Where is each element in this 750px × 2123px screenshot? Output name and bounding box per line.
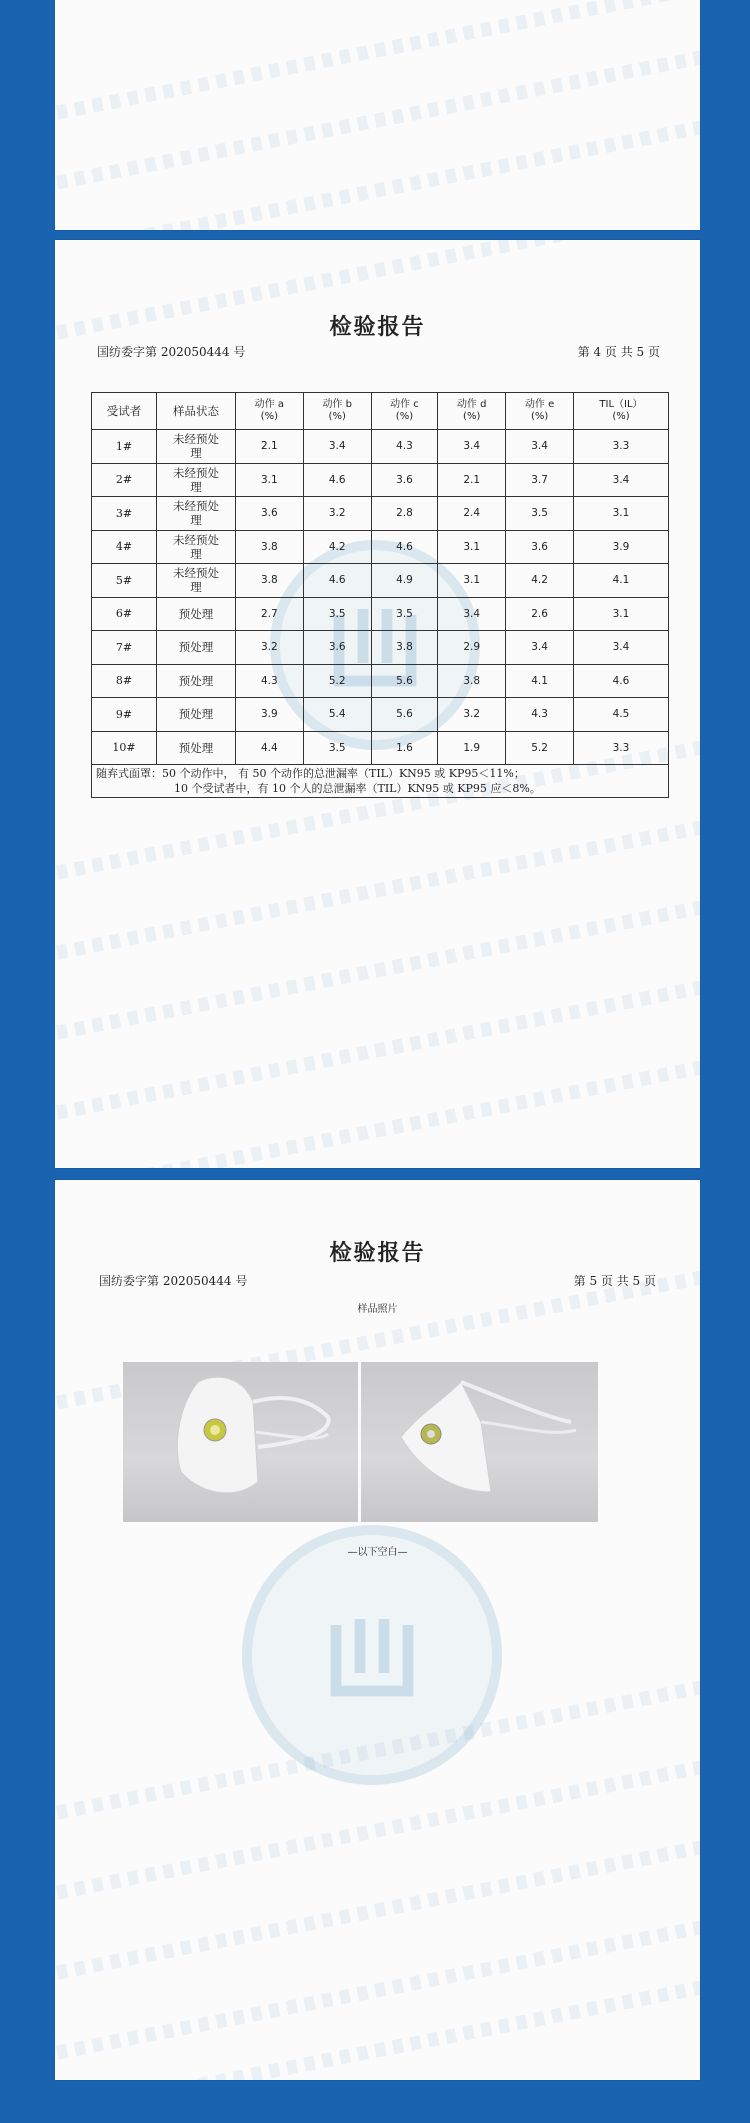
- cell-text: 9#: [115, 707, 133, 721]
- value-cell: [303, 631, 371, 665]
- cell-text: 3.3: [612, 440, 630, 453]
- cell-text: 3.5: [531, 507, 548, 520]
- value-cell: [303, 497, 371, 531]
- subject-cell: [92, 430, 157, 464]
- mask-side-image: [361, 1362, 598, 1522]
- value-cell: [236, 497, 304, 531]
- cell-text: 6#: [115, 607, 133, 621]
- sample-photo-side: [361, 1362, 598, 1522]
- cell-text: 4.6: [328, 473, 346, 486]
- subject-cell: [92, 564, 157, 598]
- watermark-line: [55, 808, 700, 967]
- value-cell: [371, 597, 437, 631]
- cell-text: 3.3: [612, 741, 630, 754]
- sample-state-cell: [157, 564, 236, 598]
- cell-text: 4.2: [531, 574, 548, 587]
- cell-text: 3.1: [463, 540, 481, 553]
- cell-text: 预处理: [178, 740, 214, 755]
- value-cell: [236, 698, 304, 732]
- cell-text: 5.6: [396, 674, 413, 687]
- watermark-line: [55, 38, 700, 197]
- value-cell: [303, 698, 371, 732]
- value-cell: [506, 530, 574, 564]
- header-action-e: 动作 e (%): [506, 393, 574, 430]
- document-number: 国纺委字第 202050444 号: [99, 1274, 248, 1288]
- value-cell: [236, 430, 304, 464]
- cell-text: 3.4: [328, 440, 346, 453]
- table-row: [92, 731, 669, 765]
- value-cell: [573, 430, 668, 464]
- value-cell: [506, 664, 574, 698]
- cell-text: 4.4: [260, 741, 278, 754]
- value-cell: [303, 597, 371, 631]
- cell-text: 2#: [115, 473, 133, 487]
- cell-text: 3.1: [260, 473, 278, 486]
- cell-text: 4#: [115, 540, 133, 554]
- cell-text: 未经预处理: [173, 566, 219, 595]
- value-cell: [506, 564, 574, 598]
- cell-text: 3.2: [463, 708, 481, 721]
- cell-text: 2.6: [531, 607, 548, 620]
- cell-text: 3.8: [396, 641, 413, 654]
- table-note-row: [92, 765, 669, 798]
- table-row: [92, 430, 669, 464]
- cell-text: 3.5: [328, 607, 346, 620]
- note-line-1: 随弃式面罩：50 个动作中， 有 50 个动作的总泄漏率（TIL）KN95 或 KP95＜11%；: [96, 767, 525, 780]
- sample-state-cell: [157, 530, 236, 564]
- watermark-line: [55, 0, 700, 126]
- value-cell: [573, 698, 668, 732]
- cell-text: 1#: [115, 439, 133, 453]
- header-action-a: 动作 a (%): [236, 393, 304, 430]
- value-cell: [438, 564, 506, 598]
- value-cell: [371, 497, 437, 531]
- header-action-c: 动作 c (%): [371, 393, 437, 430]
- value-cell: [236, 664, 304, 698]
- subject-cell: [92, 597, 157, 631]
- cell-text: 3.1: [612, 507, 630, 520]
- value-cell: [438, 698, 506, 732]
- value-cell: [371, 731, 437, 765]
- cell-text: 4.3: [396, 440, 413, 453]
- value-cell: [438, 631, 506, 665]
- table-note: [92, 765, 669, 798]
- cell-text: 4.2: [328, 540, 346, 553]
- value-cell: [506, 497, 574, 531]
- cell-text: 3.2: [328, 507, 346, 520]
- cell-text: 3.9: [612, 540, 630, 553]
- value-cell: [506, 597, 574, 631]
- cell-text: 4.9: [396, 574, 413, 587]
- header-subject: 受试者: [92, 393, 157, 430]
- value-cell: [236, 564, 304, 598]
- cell-text: 3#: [115, 506, 133, 520]
- value-cell: [573, 497, 668, 531]
- cell-text: 8#: [115, 674, 133, 688]
- document-number: 国纺委字第 202050444 号: [97, 345, 246, 359]
- cell-text: 4.3: [260, 674, 278, 687]
- value-cell: [371, 463, 437, 497]
- watermark-line: [55, 1908, 700, 2067]
- value-cell: [371, 564, 437, 598]
- value-cell: [506, 430, 574, 464]
- report-title: 检验报告: [329, 1241, 426, 1266]
- value-cell: [506, 698, 574, 732]
- value-cell: [371, 664, 437, 698]
- header-action-b: 动作 b (%): [303, 393, 371, 430]
- cell-text: 未经预处理: [173, 432, 219, 461]
- cell-text: 3.5: [396, 607, 413, 620]
- subject-cell: [92, 631, 157, 665]
- cell-text: 3.4: [612, 473, 630, 486]
- value-cell: [438, 597, 506, 631]
- leakage-results-table: [91, 392, 669, 798]
- inspection-seal-watermark: [242, 1525, 502, 1785]
- cell-text: 5.2: [531, 741, 548, 754]
- header-action-d: 动作 d (%): [438, 393, 506, 430]
- cell-text: 3.4: [531, 440, 548, 453]
- cell-text: 7#: [115, 640, 133, 654]
- cell-text: 5.4: [328, 708, 346, 721]
- watermark-line: [55, 1748, 700, 1907]
- cell-text: 4.6: [396, 540, 413, 553]
- subject-cell: [92, 497, 157, 531]
- cell-text: 2.4: [463, 507, 481, 520]
- value-cell: [438, 497, 506, 531]
- value-cell: [573, 631, 668, 665]
- cell-text: 5.2: [328, 674, 346, 687]
- report-page-5: [55, 1180, 700, 2080]
- cell-text: 4.1: [612, 574, 630, 587]
- photo-caption: 样品照片: [357, 1304, 398, 1315]
- table-row: [92, 463, 669, 497]
- value-cell: [303, 564, 371, 598]
- sample-state-cell: [157, 497, 236, 531]
- sample-photo-front: [123, 1362, 358, 1522]
- value-cell: [573, 564, 668, 598]
- cell-text: 3.8: [260, 540, 278, 553]
- subject-cell: [92, 731, 157, 765]
- cell-text: 3.8: [463, 674, 481, 687]
- value-cell: [236, 731, 304, 765]
- value-cell: [573, 530, 668, 564]
- cell-text: 3.1: [612, 607, 630, 620]
- table-row: [92, 597, 669, 631]
- cell-text: 预处理: [178, 640, 214, 655]
- cell-text: 3.8: [260, 574, 278, 587]
- value-cell: [303, 463, 371, 497]
- cell-text: 3.9: [260, 708, 278, 721]
- page-indicator: 第 5 页 共 5 页: [573, 1274, 656, 1288]
- report-title: 检验报告: [329, 315, 426, 340]
- sample-state-cell: [157, 698, 236, 732]
- cell-text: 5.6: [396, 708, 413, 721]
- cell-text: 2.1: [463, 473, 481, 486]
- table-row: [92, 664, 669, 698]
- cell-text: 2.1: [260, 440, 278, 453]
- cell-text: 3.4: [531, 641, 548, 654]
- subject-cell: [92, 530, 157, 564]
- cell-text: 1.6: [396, 741, 413, 754]
- value-cell: [371, 430, 437, 464]
- value-cell: [573, 463, 668, 497]
- value-cell: [573, 664, 668, 698]
- value-cell: [236, 631, 304, 665]
- watermark-line: [55, 888, 700, 1047]
- watermark-line: [55, 1668, 700, 1827]
- cell-text: 未经预处理: [173, 465, 219, 494]
- sample-state-cell: [157, 731, 236, 765]
- value-cell: [236, 463, 304, 497]
- cell-text: 4.1: [531, 674, 548, 687]
- table-header-row: [92, 393, 669, 430]
- report-page-4: [55, 240, 700, 1168]
- value-cell: [371, 631, 437, 665]
- cell-text: 3.7: [531, 473, 548, 486]
- note-line-2: 10 个受试者中，有 10 个人的总泄漏率（TIL）KN95 或 KP95 应＜8%。: [174, 782, 541, 795]
- cell-text: 4.6: [612, 674, 630, 687]
- cell-text: 4.6: [328, 574, 346, 587]
- table-row: [92, 564, 669, 598]
- cell-text: 3.4: [463, 607, 481, 620]
- mask-front-image: [123, 1362, 358, 1522]
- sample-state-cell: [157, 463, 236, 497]
- page-indicator: 第 4 页 共 5 页: [577, 345, 660, 359]
- table-row: [92, 530, 669, 564]
- cell-text: 3.4: [612, 641, 630, 654]
- cell-text: 2.9: [463, 641, 481, 654]
- value-cell: [303, 664, 371, 698]
- cell-text: 4.3: [531, 708, 548, 721]
- cell-text: 预处理: [178, 707, 214, 722]
- cell-text: 1.9: [463, 741, 481, 754]
- cell-text: 3.4: [463, 440, 481, 453]
- watermark-line: [55, 108, 700, 230]
- value-cell: [303, 430, 371, 464]
- value-cell: [438, 731, 506, 765]
- value-cell: [573, 597, 668, 631]
- cell-text: 3.6: [328, 641, 346, 654]
- sample-state-cell: [157, 631, 236, 665]
- cell-text: 未经预处理: [173, 499, 219, 528]
- cell-text: 3.2: [260, 641, 278, 654]
- cell-text: 10#: [112, 741, 136, 755]
- report-page-top-partial: [55, 0, 700, 230]
- cell-text: 4.5: [612, 708, 630, 721]
- value-cell: [438, 664, 506, 698]
- subject-cell: [92, 698, 157, 732]
- cell-text: 预处理: [178, 673, 214, 688]
- value-cell: [438, 430, 506, 464]
- header-sample-state: 样品状态: [157, 393, 236, 430]
- cell-text: 2.8: [396, 507, 413, 520]
- table-row: [92, 631, 669, 665]
- value-cell: [573, 731, 668, 765]
- value-cell: [438, 530, 506, 564]
- cell-text: 5#: [115, 573, 133, 587]
- table-row: [92, 698, 669, 732]
- value-cell: [371, 530, 437, 564]
- value-cell: [506, 463, 574, 497]
- watermark-line: [55, 1968, 700, 2080]
- watermark-line: [55, 968, 700, 1127]
- value-cell: [371, 698, 437, 732]
- subject-cell: [92, 664, 157, 698]
- value-cell: [506, 631, 574, 665]
- cell-text: 3.6: [531, 540, 548, 553]
- sample-state-cell: [157, 664, 236, 698]
- cell-text: 2.7: [260, 607, 278, 620]
- cell-text: 3.5: [328, 741, 346, 754]
- cell-text: 预处理: [178, 606, 214, 621]
- cell-text: 3.6: [396, 473, 413, 486]
- value-cell: [303, 731, 371, 765]
- value-cell: [236, 597, 304, 631]
- value-cell: [236, 530, 304, 564]
- seal-logo-icon: [312, 1595, 432, 1715]
- cell-text: 未经预处理: [173, 532, 219, 561]
- table-row: [92, 497, 669, 531]
- watermark-line: [55, 1048, 700, 1168]
- sample-state-cell: [157, 597, 236, 631]
- value-cell: [438, 463, 506, 497]
- value-cell: [303, 530, 371, 564]
- cell-text: 3.6: [260, 507, 278, 520]
- end-marker: —以下空白—: [347, 1547, 408, 1558]
- watermark-line: [55, 1828, 700, 1987]
- header-til: TIL（IL） (%): [573, 393, 668, 430]
- sample-state-cell: [157, 430, 236, 464]
- value-cell: [506, 731, 574, 765]
- cell-text: 3.1: [463, 574, 481, 587]
- subject-cell: [92, 463, 157, 497]
